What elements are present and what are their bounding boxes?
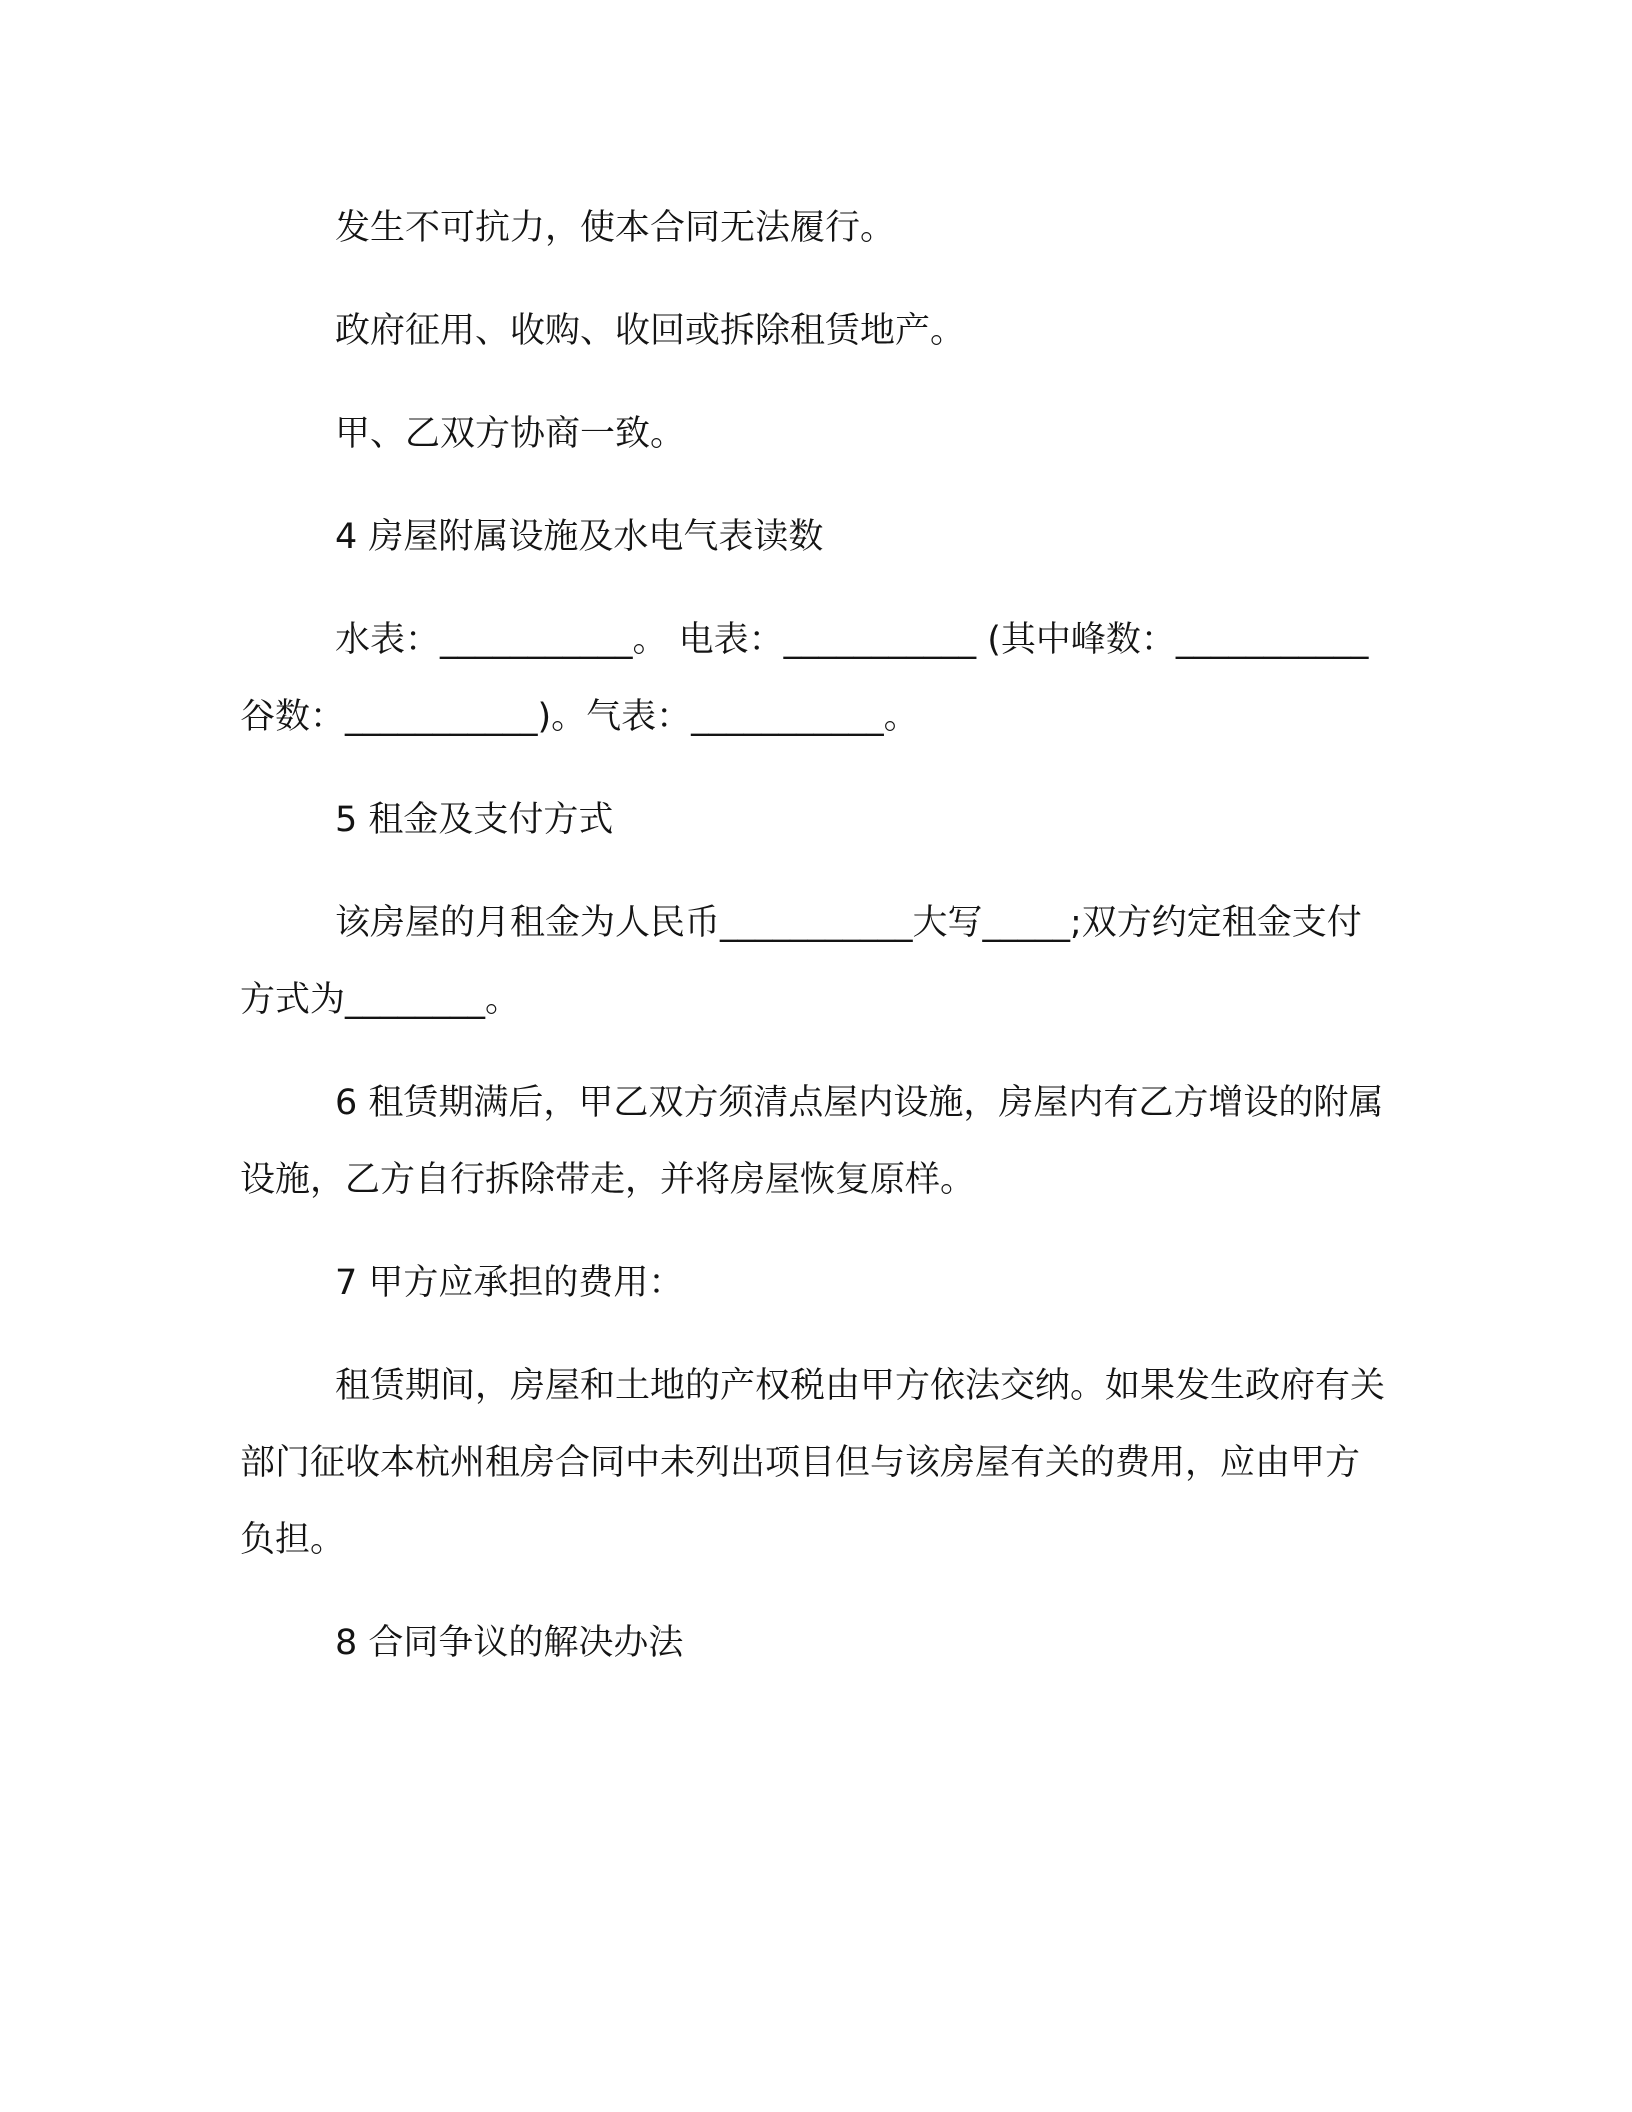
document-body <box>240 190 1390 1708</box>
paragraph-force-majeure: 发生不可抗力，使本合同无法履行。 <box>335 208 896 248</box>
paragraph-meter-readings: 水表：___________。 电表：___________ (其中峰数：___________谷数：___________)。气表：___________。 <box>240 620 1369 737</box>
paragraph-government-requisition: 政府征用、收购、收回或拆除租赁地产。 <box>335 311 966 351</box>
section-heading-4: 4 房屋附属设施及水电气表读数 <box>335 517 824 557</box>
section-heading-7: 7 甲方应承担的费用： <box>335 1263 684 1303</box>
paragraph-rent-amount: 该房屋的月租金为人民币___________大写_____;双方约定租金支付方式为________。 <box>240 903 1362 1020</box>
paragraph-mutual-agreement: 甲、乙双方协商一致。 <box>335 414 686 454</box>
section-heading-8: 8 合同争议的解决办法 <box>335 1623 684 1663</box>
section-heading-5: 5 租金及支付方式 <box>335 800 614 840</box>
paragraph-landlord-expenses: 租赁期间，房屋和土地的产权税由甲方依法交纳。如果发生政府有关部门征收本杭州租房合同中未列出项目但与该房屋有关的费用，应由甲方负担。 <box>240 1366 1386 1560</box>
paragraph-lease-end-clause: 6 租赁期满后，甲乙双方须清点屋内设施，房屋内有乙方增设的附属设施，乙方自行拆除带走，并将房屋恢复原样。 <box>240 1083 1384 1200</box>
